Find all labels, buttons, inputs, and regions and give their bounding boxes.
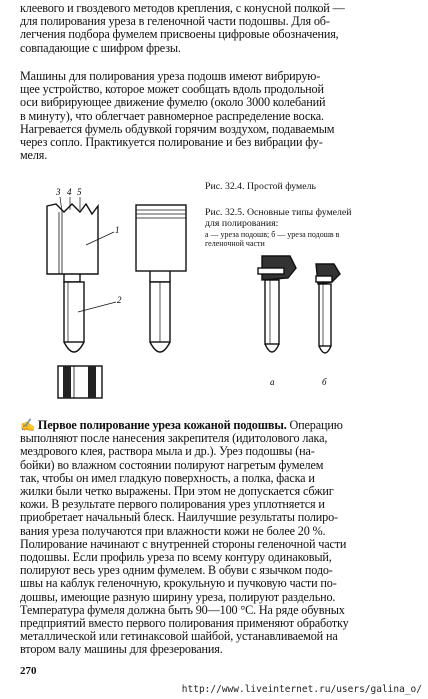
paragraph-3-body: Операцию выполняют после нанесения закрепителя (идитолового лака, мездрового клея, раствора мыла и др.). Урез подошвы (на- бойки) во влажном состоянии полируют нагретым фумелем так, чтобы он имел гладкую поверхность, а полка, фаска и жилки были четко выражены. При этом не допускается сбжиг кожи. В результате первого полирования урез уплотняется и приобретает начальный блеск. Наилучшие результаты полиро- вания уреза получаются при влажности кожи не более 20 %. Полирование начинают с внутренней стороны геленочной части подошвы. Если профиль уреза по всему контуру одинаковый, полируют весь урез одним фумелем. В обуви с язычком подо- швы на каблук геленочную, крокульную и пучковую части по- дошвы, имеющие разную ширину уреза, полируют раздельно. Температура фумеля должна быть 90—100 °С. На ряде обувных предприятий вместо первого полирования применяют обработку металлической или гетинаксовой шайбой, устанавливаемой на втором валу машины для фрезерования. — [20, 418, 349, 657]
fumel-type-a-drawing — [258, 256, 296, 352]
page-number: 270 — [20, 665, 37, 677]
source-url: http://www.liveinternet.ru/users/galina_o/ — [181, 684, 422, 695]
figure-caption-32-4: Рис. 32.4. Простой фумель — [205, 181, 316, 192]
paragraph-3 — [20, 419, 412, 657]
figure-label-3: 3 — [56, 187, 61, 197]
fumel-type-b-drawing — [316, 264, 340, 353]
figure-label-2: 2 — [117, 295, 122, 305]
figure-caption-32-5: Рис. 32.5. Основные типы фумелей для полирования: — [205, 207, 352, 229]
figure-label-1: 1 — [115, 225, 120, 235]
paragraph-1: клеевого и гвоздевого методов крепления, с конусной полкой — для полирования уреза в геленочной части подошвы. Для об- легчения подбора фумелем присвоены цифровые обозначения, совпадающие с шифром фрезы. — [20, 1, 345, 55]
figure-label-5: 5 — [77, 187, 82, 197]
section-mark-icon: ✍ — [20, 418, 38, 432]
paragraph-2: Машины для полирования уреза подошв имеют вибрирую- щее устройство, которое может сообщать вдоль продольной оси вибрирующее движение фумелю (около 3000 колебаний в минуту), что облегчает равномерное распределение воска. Нагревается фумель обдувкой горячим воздухом, подаваемым через сопло. Практикуется полирование и без вибрации фу- меля. — [20, 69, 335, 163]
fumel-drawing-simple — [47, 197, 116, 398]
figure-caption-32-5-legend: а — уреза подошв; б — уреза подошв в геленочной части — [205, 230, 340, 248]
figure-label-4: 4 — [67, 187, 72, 197]
paragraph-3-heading: Первое полирование уреза кожаной подошвы. — [37, 418, 287, 432]
fumel-drawing-side — [136, 205, 186, 352]
figure-label-b: б — [322, 377, 327, 387]
figure-label-a: а — [270, 377, 275, 387]
